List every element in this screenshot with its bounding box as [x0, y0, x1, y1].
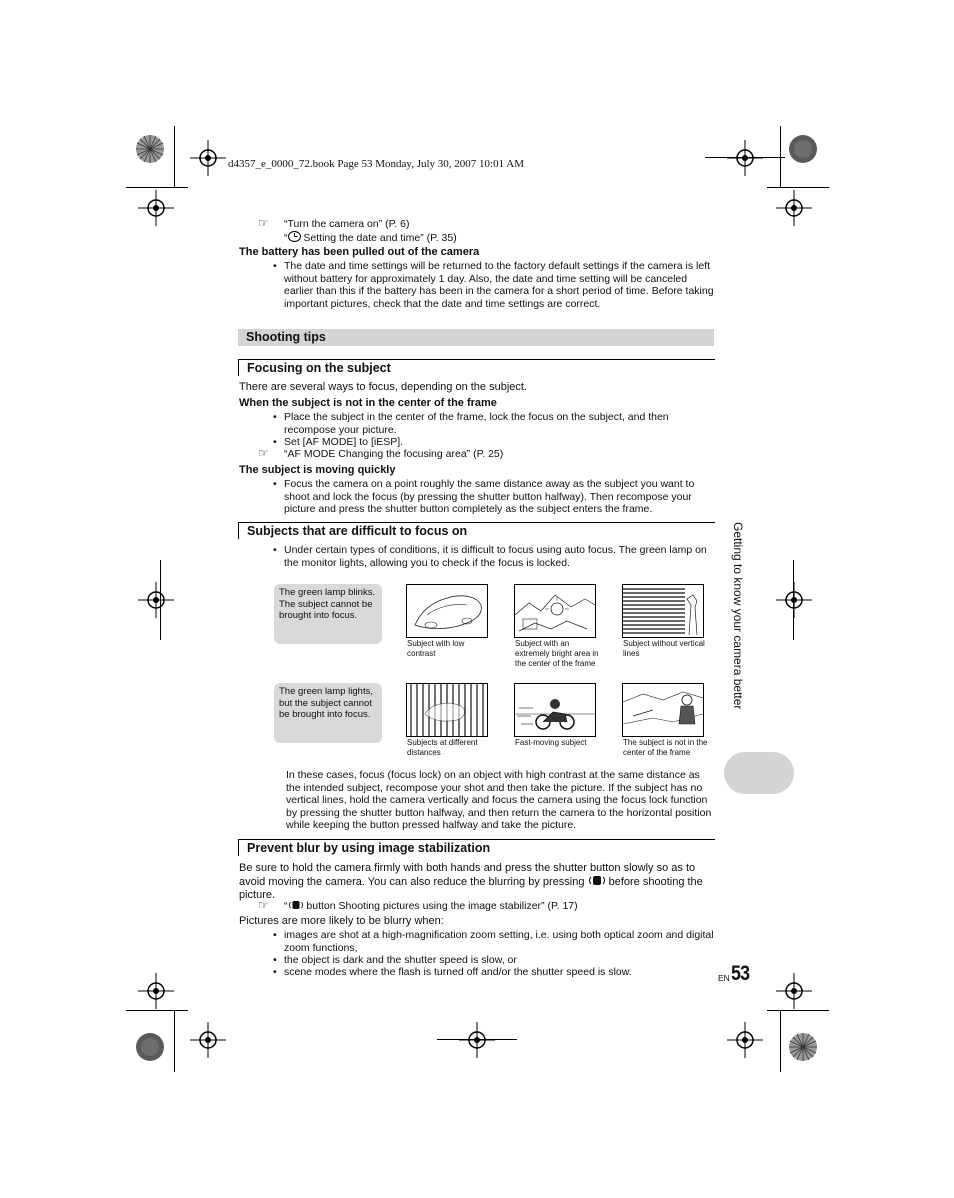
registration-line	[160, 560, 161, 640]
registration-target-icon	[776, 973, 812, 1009]
reference-text: “AF MODE Changing the focusing area” (P. 25)	[284, 448, 504, 460]
reference-turn-on	[258, 218, 558, 232]
stabilizer-icon	[288, 900, 304, 910]
no-vertical-lines-illustration	[622, 584, 704, 638]
moving-heading: The subject is moving quickly	[239, 464, 396, 476]
battery-heading: The battery has been pulled out of the camera	[239, 246, 480, 258]
caption-bright-area: Subject with an extremely bright area in the center of the frame	[515, 639, 599, 668]
caption-no-vertical-lines: Subject without vertical lines	[623, 639, 705, 658]
reference-text: “ Setting the date and time” (P. 35)	[284, 232, 457, 244]
registration-line	[437, 1039, 517, 1040]
registration-target-icon	[138, 582, 174, 618]
bright-area-illustration	[514, 584, 596, 638]
stabilizer-icon	[588, 875, 606, 886]
density-target-icon	[135, 1032, 165, 1062]
reference-stabilizer	[258, 900, 698, 914]
off-center-subject-illustration	[622, 683, 704, 737]
starburst-target-icon	[135, 134, 165, 164]
reference-text: “ button Shooting pictures using the image stabilizer” (P. 17)	[284, 900, 578, 912]
density-target-icon	[788, 134, 818, 164]
blur-section-header: Prevent blur by using image stabilization	[238, 839, 715, 856]
not-center-heading: When the subject is not in the center of the frame	[239, 397, 497, 409]
reference-af-mode	[258, 448, 558, 462]
reference-text: “Turn the camera on” (P. 6)	[284, 218, 410, 230]
focusing-section-header: Focusing on the subject	[238, 359, 715, 376]
different-distances-illustration	[406, 683, 488, 737]
registration-target-icon	[138, 190, 174, 226]
pointing-hand-icon: ☞	[258, 216, 269, 230]
caption-different-distances: Subjects at different distances	[407, 738, 478, 757]
green-lamp-blinks-box: The green lamp blinks. The subject cannot be brought into focus.	[274, 584, 382, 644]
page-number: 53	[731, 962, 750, 985]
chapter-tab	[724, 752, 794, 794]
registration-target-icon	[727, 1022, 763, 1058]
chapter-side-label: Getting to know your camera better	[731, 522, 745, 710]
blur-lead: Pictures are more likely to be blurry when:	[239, 915, 444, 927]
registration-line	[705, 157, 785, 158]
pointing-hand-icon: ☞	[258, 898, 269, 912]
low-contrast-illustration	[406, 584, 488, 638]
caption-fast-moving: Fast-moving subject	[515, 738, 587, 747]
caption-off-center: The subject is not in the center of the frame	[623, 738, 708, 757]
shooting-tips-title: Shooting tips	[246, 330, 326, 344]
registration-target-icon	[138, 973, 174, 1009]
registration-target-icon	[727, 140, 763, 176]
reference-date-time	[258, 231, 558, 245]
registration-target-icon	[190, 1022, 226, 1058]
green-lamp-lights-box: The green lamp lights, but the subject cannot be brought into focus.	[274, 683, 382, 743]
registration-line	[793, 560, 794, 640]
focusing-intro: There are several ways to focus, depending on the subject.	[239, 381, 528, 393]
blur-intro: Be sure to hold the camera firmly with both hands and press the shutter button slowly so as to avoid moving the camera. You can also reduce the blurring by pressing before shooting the picture.	[239, 862, 703, 901]
registration-target-icon	[459, 1022, 495, 1058]
registration-target-icon	[190, 140, 226, 176]
registration-target-icon	[776, 582, 812, 618]
footer-language: EN	[718, 973, 730, 983]
registration-target-icon	[776, 190, 812, 226]
fast-moving-illustration	[514, 683, 596, 737]
clock-icon	[288, 231, 301, 242]
shooting-tips-banner	[238, 329, 714, 346]
pointing-hand-icon: ☞	[258, 446, 269, 460]
difficult-section-header: Subjects that are difficult to focus on	[238, 522, 715, 539]
print-file-header: d4357_e_0000_72.book Page 53 Monday, July 30, 2007 10:01 AM	[228, 158, 524, 170]
caption-low-contrast: Subject with low contrast	[407, 639, 465, 658]
starburst-target-icon	[788, 1032, 818, 1062]
difficult-advice: In these cases, focus (focus lock) on an object with high contrast at the same distance as the intended subject, recompose your shot and then take the picture. If the subject has no vertical lines, hold the camera vertically and focus the camera using the focus lock function by pressing the shutter button halfway, and then return the camera to the horizontal position while keeping the button pressed halfway and take the picture.	[286, 769, 712, 831]
